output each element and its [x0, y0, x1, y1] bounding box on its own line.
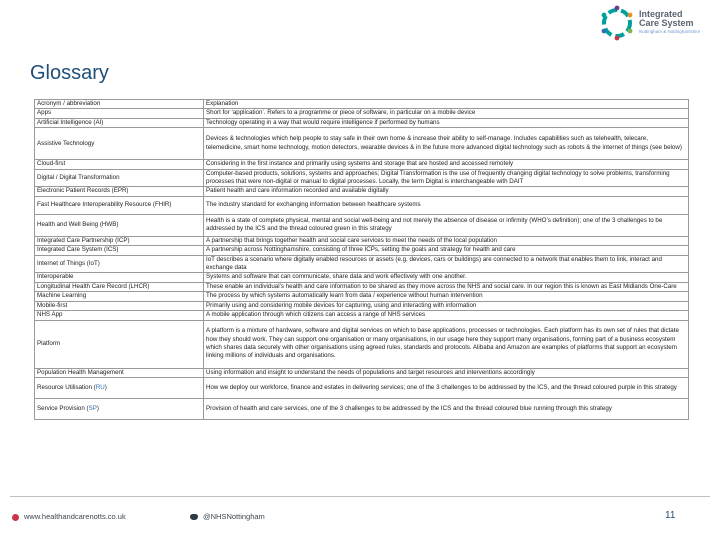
- page-title: Glossary: [30, 62, 109, 84]
- table-row: [35, 214, 689, 236]
- term-abbrev: SP: [88, 404, 97, 412]
- header-term: Acronym / abbreviation: [35, 100, 204, 109]
- explanation-cell: Patient health and care information recorded and available digitally: [204, 187, 689, 196]
- explanation-cell: Short for ‘application’. Refers to a programme or piece of software, in particular on a mobile device: [204, 109, 689, 118]
- twitter-text: @NHSNottingham: [203, 512, 265, 521]
- table-row: [35, 118, 689, 127]
- table-row: [35, 169, 689, 187]
- explanation-cell: These enable an individual’s health and care information to be shared as they move across the NHS and social care. In our region this is known as East Midlands One-Care: [204, 282, 689, 291]
- term-cell: Integrated Care Partnership (ICP): [35, 236, 204, 245]
- table-row: [35, 128, 689, 160]
- twitter-icon: [190, 514, 198, 520]
- table-row: [35, 368, 689, 377]
- table-row: [35, 320, 689, 368]
- table-row: [35, 109, 689, 118]
- explanation-cell: A partnership across Nottinghamshire, consisting of three ICPs, setting the goals and strategy for health and care: [204, 246, 689, 255]
- term-cell: Assistive Technology: [35, 128, 204, 160]
- logo-tagline: Nottingham & Nottinghamshire: [639, 29, 701, 34]
- table-row: [35, 311, 689, 320]
- explanation-cell: Health is a state of complete physical, mental and social well-being and not merely the absence of disease or infirmity (WHO’s definition); one of the 3 challenges to be addressed by the ICS and the thread coloured green in this strategy: [204, 214, 689, 236]
- table-row: [35, 398, 689, 419]
- term-end: ): [104, 383, 107, 391]
- footer: [0, 496, 720, 540]
- table-row: [35, 292, 689, 301]
- term-cell: NHS App: [35, 311, 204, 320]
- explanation-cell: Devices & technologies which help people to stay safe in their own home & increase their ability to self-manage. Includes capabilities such as telehealth, telecare, telemedicine, smart home technology, motion detectors, wearable devices & in the future more advanced digital technology such as robots & the internet of things (see below): [204, 128, 689, 160]
- table-row: [35, 187, 689, 196]
- ics-logo-icon: [597, 4, 637, 42]
- term-end: ): [96, 404, 99, 412]
- term-cell: [35, 398, 204, 419]
- logo-line1: Integrated: [639, 9, 683, 19]
- term-cell: Platform: [35, 320, 204, 368]
- explanation-cell: The process by which systems automatically learn from data / experience without human intervention: [204, 292, 689, 301]
- term-text: Resource Utilisation (: [37, 383, 96, 391]
- table-row: [35, 273, 689, 282]
- table-row: [35, 282, 689, 291]
- explanation-cell: A mobile application through which citizens can access a range of NHS services: [204, 311, 689, 320]
- page-number: 11: [665, 510, 676, 521]
- explanation-cell: Technology operating in a way that would require intelligence if performed by humans: [204, 118, 689, 127]
- explanation-cell: Primarily using and considering mobile devices for capturing, using and interacting with information: [204, 301, 689, 310]
- explanation-cell: How we deploy our workforce, finance and estates in delivering services; one of the 3 challenges to be addressed by the ICS, and the thread coloured purple in this strategy: [204, 377, 689, 398]
- explanation-cell: A partnership that brings together health and social care services to meet the needs of the local population: [204, 236, 689, 245]
- explanation-cell: Provision of health and care services, one of the 3 challenges to be addressed by the ICS and the thread coloured blue running through this strategy: [204, 398, 689, 419]
- term-cell: Electronic Patient Records (EPR): [35, 187, 204, 196]
- term-cell: Internet of Things (IoT): [35, 255, 204, 273]
- table-row: [35, 377, 689, 398]
- term-abbrev: RU: [95, 383, 105, 391]
- term-cell: Interoperable: [35, 273, 204, 282]
- location-pin-icon: [12, 514, 19, 521]
- website-text: www.healthandcarenotts.co.uk: [24, 512, 126, 521]
- term-cell: Integrated Care System (ICS): [35, 246, 204, 255]
- website-link[interactable]: [12, 512, 126, 521]
- explanation-cell: Computer-based products, solutions, systems and approaches; Digital Transformation is the use of frequently changing digital technology to solve problems, transforming processes that were non-digital or manual to digital processes. Locally, the term Digital is interchangeable with DAIT: [204, 169, 689, 187]
- footer-divider: [10, 496, 710, 497]
- term-cell: Longitudinal Health Care Record (LHCR): [35, 282, 204, 291]
- twitter-handle[interactable]: [190, 512, 265, 521]
- table-row: [35, 196, 689, 214]
- table-row: [35, 236, 689, 245]
- explanation-cell: Systems and software that can communicate, share data and work effectively with one another.: [204, 273, 689, 282]
- explanation-cell: Considering in the first instance and primarily using systems and storage that are hosted and accessed remotely: [204, 160, 689, 169]
- header-explanation: Explanation: [204, 100, 689, 109]
- table-row: [35, 160, 689, 169]
- table-header-row: [35, 100, 689, 109]
- glossary-table: [34, 99, 689, 420]
- term-cell: Population Health Management: [35, 368, 204, 377]
- table-row: [35, 246, 689, 255]
- term-text: Service Provision (: [37, 404, 89, 412]
- table-row: [35, 255, 689, 273]
- explanation-cell: The industry standard for exchanging information between healthcare systems: [204, 196, 689, 214]
- table-row: [35, 301, 689, 310]
- term-cell: Cloud-first: [35, 160, 204, 169]
- ics-logo: [597, 4, 712, 42]
- term-cell: [35, 377, 204, 398]
- explanation-cell: Using information and insight to understand the needs of populations and target resources and interventions accordingly: [204, 368, 689, 377]
- term-cell: Fast Healthcare Interoperability Resource (FHIR): [35, 196, 204, 214]
- explanation-cell: IoT describes a scenario where digitally enabled resources or assets (e.g. devices, cars or buildings) are connected to a network that enables them to link, interact and exchange data: [204, 255, 689, 273]
- term-cell: Machine Learning: [35, 292, 204, 301]
- term-cell: Mobile-first: [35, 301, 204, 310]
- logo-line2: Care System: [639, 18, 694, 28]
- explanation-cell: A platform is a mixture of hardware, software and digital services on which to base applications, processes or technologies. Each platform has its own set of rules that dictate how they should work. They can support one organisation or many organisations, in our usage here they support many organisations, forming part of a business ecosystem which shares data securely with other organisations using agreed rules, standards and protocols. Alibaba and Amazon are examples of platforms that support an ecosystem linking millions of individuals and organisations.: [204, 320, 689, 368]
- term-cell: Health and Well Being (HWB): [35, 214, 204, 236]
- term-cell: Apps: [35, 109, 204, 118]
- term-cell: Digital / Digital Transformation: [35, 169, 204, 187]
- term-cell: Artificial Intelligence (AI): [35, 118, 204, 127]
